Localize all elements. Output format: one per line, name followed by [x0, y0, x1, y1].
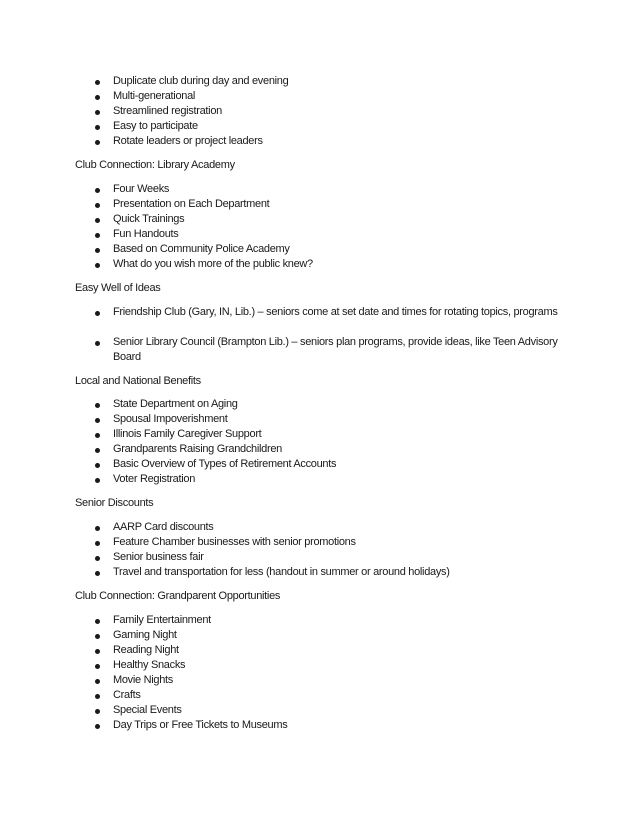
- list-item: Duplicate club during day and evening: [95, 74, 575, 89]
- bullet-icon: [95, 433, 100, 438]
- bullet-icon: [95, 418, 100, 423]
- bullet-icon: [95, 724, 100, 729]
- list-item: Rotate leaders or project leaders: [95, 134, 575, 149]
- bullet-icon: [95, 110, 100, 115]
- bullet-icon: [95, 571, 100, 576]
- list-item: Feature Chamber businesses with senior promotions: [95, 535, 575, 550]
- list-item: Reading Night: [95, 643, 575, 658]
- list-item: Multi-generational: [95, 89, 575, 104]
- bullet-icon: [95, 203, 100, 208]
- bullet-icon: [95, 188, 100, 193]
- bullet-icon: [95, 263, 100, 268]
- list-item: Illinois Family Caregiver Support: [95, 427, 575, 442]
- list-item: Voter Registration: [95, 472, 575, 487]
- bullet-icon: [95, 664, 100, 669]
- list-item: Day Trips or Free Tickets to Museums: [95, 718, 575, 733]
- section-heading: Senior Discounts: [75, 497, 154, 509]
- list-item: Fun Handouts: [95, 227, 575, 242]
- bullet-icon: [95, 556, 100, 561]
- bullet-icon: [95, 709, 100, 714]
- list-item: Travel and transportation for less (handout in summer or around holidays): [95, 565, 575, 580]
- bullet-icon: [95, 526, 100, 531]
- bullet-icon: [95, 248, 100, 253]
- list-item: Easy to participate: [95, 119, 575, 134]
- list-item: Four Weeks: [95, 182, 575, 197]
- bullet-icon: [95, 341, 100, 346]
- list-item: State Department on Aging: [95, 397, 575, 412]
- list-item: Friendship Club (Gary, IN, Lib.) – seniors come at set date and times for rotating topics, programs: [95, 305, 575, 320]
- bullet-icon: [95, 140, 100, 145]
- bullet-icon: [95, 619, 100, 624]
- section-heading: Club Connection: Grandparent Opportunities: [75, 590, 281, 602]
- bullet-icon: [95, 694, 100, 699]
- bullet-icon: [95, 125, 100, 130]
- bullet-icon: [95, 80, 100, 85]
- bullet-icon: [95, 95, 100, 100]
- bullet-icon: [95, 403, 100, 408]
- bullet-icon: [95, 448, 100, 453]
- section-heading: Club Connection: Library Academy: [75, 159, 235, 171]
- list-item: Healthy Snacks: [95, 658, 575, 673]
- bullet-icon: [95, 541, 100, 546]
- bullet-icon: [95, 311, 100, 316]
- bullet-icon: [95, 463, 100, 468]
- bullet-icon: [95, 233, 100, 238]
- list-item: Special Events: [95, 703, 575, 718]
- list-item: Basic Overview of Types of Retirement Accounts: [95, 457, 575, 472]
- list-item: AARP Card discounts: [95, 520, 575, 535]
- list-item: Presentation on Each Department: [95, 197, 575, 212]
- list-item: Senior business fair: [95, 550, 575, 565]
- list-item: Grandparents Raising Grandchildren: [95, 442, 575, 457]
- list-item: Based on Community Police Academy: [95, 242, 575, 257]
- list-item: What do you wish more of the public knew?: [95, 257, 575, 272]
- list-item: Streamlined registration: [95, 104, 575, 119]
- list-item: Family Entertainment: [95, 613, 575, 628]
- list-item: Movie Nights: [95, 673, 575, 688]
- bullet-icon: [95, 634, 100, 639]
- bullet-icon: [95, 649, 100, 654]
- section-heading: Local and National Benefits: [75, 375, 201, 387]
- section-heading: Easy Well of Ideas: [75, 282, 161, 294]
- bullet-icon: [95, 218, 100, 223]
- list-item: Senior Library Council (Brampton Lib.) – seniors plan programs, provide ideas, like Teen Advisory Board: [95, 335, 575, 365]
- list-item: Gaming Night: [95, 628, 575, 643]
- bullet-icon: [95, 478, 100, 483]
- list-item: Quick Trainings: [95, 212, 575, 227]
- list-item: Crafts: [95, 688, 575, 703]
- list-item: Spousal Impoverishment: [95, 412, 575, 427]
- bullet-icon: [95, 679, 100, 684]
